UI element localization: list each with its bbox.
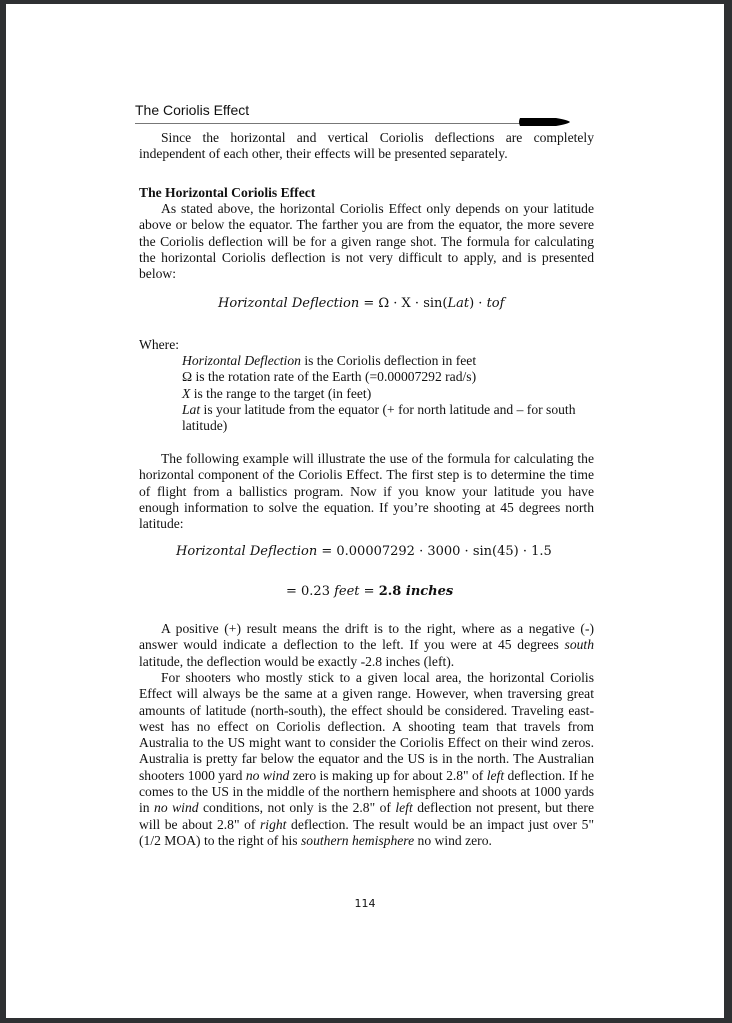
formula-lat: Lat [447, 296, 470, 311]
formula-lhs: Horizontal Deflection [218, 296, 360, 311]
formula-tof: tof [486, 296, 505, 311]
example-rhs: = 0.00007292 · 3000 · sin(45) · 1.5 [321, 544, 552, 559]
result-prefix: = 0.23 [286, 584, 335, 599]
formula [218, 296, 504, 311]
para4-text: deflection not present, but there will be about 2.8" of [139, 800, 594, 832]
para4-text: no wind zero. [414, 832, 492, 848]
para4-text: deflection. The result would be an impact just over 5" (1/2 MOA) to the right of his [139, 816, 594, 848]
document-page [6, 4, 724, 1018]
para4-emph: right [260, 816, 287, 832]
where-item [182, 386, 602, 402]
where-term: X [182, 385, 191, 401]
para3-text: latitude, the deflection would be exactly -2.8 inches (left). [139, 653, 455, 669]
example-result [286, 584, 453, 599]
result-unit: feet [334, 584, 360, 599]
para4-text: conditions, not only is the 2.8" of [198, 800, 396, 816]
para4-text: zero is making up for about 2.8" of [289, 767, 487, 783]
header-rule [135, 123, 559, 124]
para4-emph: left [486, 767, 505, 783]
para3-emph: south [564, 637, 594, 653]
formula-rhs-end: ) · [469, 296, 487, 311]
intro-paragraph: Since the horizontal and vertical Coriolis deflections are completely independent of each other, their effects will be presented separately. [139, 130, 594, 162]
where-item [182, 369, 602, 385]
section-heading: The Horizontal Coriolis Effect [139, 185, 316, 200]
bullet-icon [518, 117, 570, 127]
where-term: Horizontal Deflection [182, 353, 301, 368]
paragraph-3 [139, 621, 594, 670]
paragraph-4 [139, 670, 594, 849]
where-item [182, 402, 602, 435]
where-item [182, 353, 602, 369]
page-number: 114 [354, 897, 376, 910]
result-bold-unit: inches [405, 584, 454, 599]
where-list [182, 353, 602, 434]
where-desc: is your latitude from the equator (+ for north latitude and – for south latitude) [182, 401, 576, 434]
where-desc: is the rotation rate of the Earth (=0.00007292 rad/s) [192, 369, 477, 385]
example-formula [176, 544, 552, 559]
para4-text: For shooters who mostly stick to a given local area, the horizontal Coriolis Effect will always be the same at a given range. However, when traversing great amounts of latitude (north-south), the effect should be considered. Traveling east-west has no effect on Coriolis deflection. A shooting team that travels from Australia to the US might want to consider the Coriolis Effect on their wind zeros. Australia is pretty far below the equator and the US is in the north. The Australian shooters 1000 yard [139, 670, 594, 783]
running-header: The Coriolis Effect [135, 102, 250, 118]
where-desc: is the range to the target (in feet) [190, 385, 372, 401]
where-term: Lat [182, 401, 201, 417]
para4-emph: southern hemisphere [300, 832, 415, 848]
para4-text: deflection. If he comes to the US in the middle of the northern hemisphere and shoots at 1000 yards in [139, 767, 594, 816]
where-term: Ω [182, 369, 193, 385]
para4-emph: left [395, 800, 413, 816]
paragraph-2: The following example will illustrate the use of the formula for calculating the horizontal component of the Coriolis Effect. The first step is to determine the time of flight from a ballistics program. Now if you know your latitude you have enough information to solve the equation. If you’re shooting at 45 degrees north latitude: [139, 451, 594, 532]
where-label: Where: [139, 337, 179, 352]
formula-rhs: = Ω · X · sin( [363, 296, 448, 311]
result-bold: 2.8 [378, 584, 406, 599]
para4-emph: no wind [154, 800, 199, 816]
example-lhs: Horizontal Deflection [176, 544, 318, 559]
para3-text: A positive (+) result means the drift is to the right, where as a negative (-) answer would indicate a deflection to the left. If you were at 45 degrees [139, 621, 594, 653]
paragraph-1: As stated above, the horizontal Coriolis Effect only depends on your latitude above or below the equator. The farther you are from the equator, the more severe the Coriolis deflection will be for a given range shot. The formula for calculating the horizontal Coriolis deflection is not very difficult to apply, and is presented below: [139, 201, 594, 282]
where-desc: is the Coriolis deflection in feet [300, 353, 477, 368]
result-eq: = [359, 584, 379, 599]
para4-emph: no wind [245, 767, 290, 783]
